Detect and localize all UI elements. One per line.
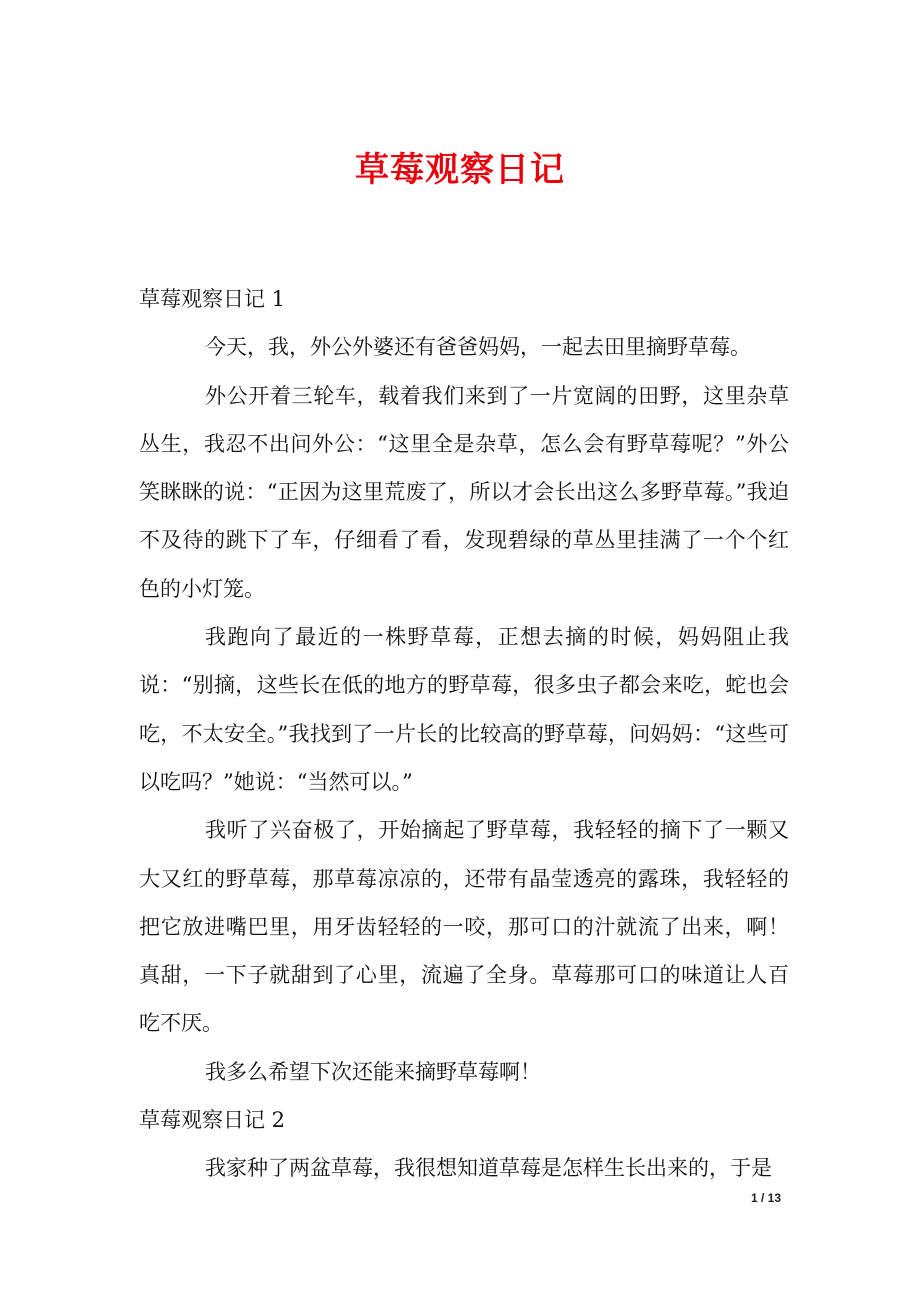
paragraph: 我家种了两盆草莓，我很想知道草莓是怎样生长出来的，于是: [205, 1156, 772, 1181]
paragraph: 外公开着三轮车，载着我们来到了一片宽阔的田野，这里杂草丛生，我忍不出问外公：“这里全是杂草，怎么会有野草莓呢？”外公笑眯眯的说：“正因为这里荒废了，所以才会长出这么多野草莓。”我迫不及待的跳下了车，仔细看了看，发现碧绿的草丛里挂满了一个个红色的小灯笼。: [139, 383, 789, 601]
page-number: 1 / 13: [750, 1191, 781, 1205]
document-title: 草莓观察日记: [355, 150, 565, 190]
paragraph: 我听了兴奋极了，开始摘起了野草莓，我轻轻的摘下了一颗又大又红的野草莓，那草莓凉凉的，还带有晶莹透亮的露珠，我轻轻的把它放进嘴巴里，用牙齿轻轻的一咬，那可口的汁就流了出来，啊！真甜，一下子就甜到了心里，流遍了全身。草莓那可口的味道让人百吃不厌。: [139, 818, 789, 1036]
section-heading: 草莓观察日记 2: [139, 1108, 286, 1133]
paragraph: 我跑向了最近的一株野草莓，正想去摘的时候，妈妈阻止我说：“别摘，这些长在低的地方的野草莓，很多虫子都会来吃，蛇也会吃，不太安全。”我找到了一片长的比较高的野草莓，问妈妈：“这些可以吃吗？”她说：“当然可以。”: [139, 625, 789, 794]
paragraph: 我多么希望下次还能来摘野草莓啊！: [205, 1059, 541, 1084]
paragraph: 今天，我，外公外婆还有爸爸妈妈，一起去田里摘野草莓。: [205, 335, 751, 360]
section-heading: 草莓观察日记 1: [139, 287, 286, 311]
document-body: [139, 275, 789, 1193]
